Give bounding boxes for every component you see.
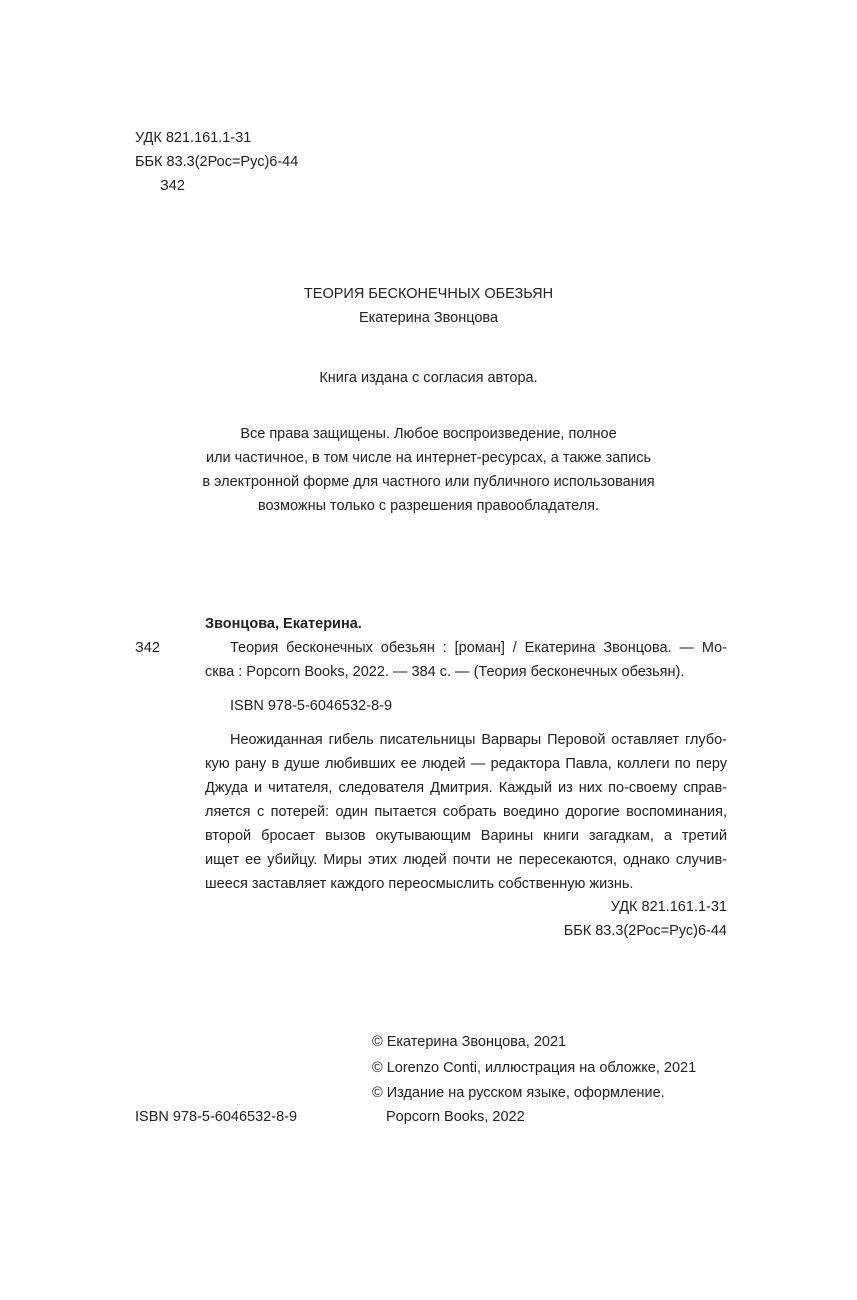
copyright-line: © Издание на русском языке, оформление. bbox=[372, 1085, 665, 1101]
catalog-isbn: ISBN 978-5-6046532-8-9 bbox=[230, 698, 393, 714]
catalog-description-line: Теория бесконечных обезьян : [роман] / Екатерина Звонцова. — Мо- bbox=[230, 640, 727, 656]
abstract-line: ищет ее убийцу. Миры этих людей почти не пересекаются, однако случив- bbox=[205, 852, 727, 868]
abstract-line: второй бросает вызов окутывающим Варины книги загадкам, а третий bbox=[205, 828, 727, 844]
copyright-line: © Lorenzo Conti, иллюстрация на обложке, 2021 bbox=[372, 1060, 697, 1076]
rights-line: или частичное, в том числе на интернет-ресурсах, а также запись bbox=[205, 450, 652, 466]
book-author: Екатерина Звонцова bbox=[358, 310, 499, 326]
udk-code: УДК 821.161.1-31 bbox=[135, 130, 252, 146]
catalog-author-mark: З42 bbox=[135, 640, 160, 656]
catalog-author-heading bbox=[205, 614, 362, 634]
abstract-line: Джуда и читателя, следователя Дмитрия. Каждый из них по-своему справ- bbox=[205, 780, 727, 796]
catalog-author-heading-text: Звонцова, Екатерина. bbox=[205, 616, 362, 632]
book-title: ТЕОРИЯ БЕСКОНЕЧНЫХ ОБЕЗЬЯН bbox=[303, 286, 554, 302]
bbk-code: ББК 83.3(2Рос=Рус)6-44 bbox=[135, 154, 299, 170]
copyright-line: © Екатерина Звонцова, 2021 bbox=[372, 1034, 567, 1050]
abstract-line: Неожиданная гибель писательницы Варвары Перовой оставляет глубо- bbox=[230, 732, 727, 748]
rights-line: Все права защищены. Любое воспроизведение, полное bbox=[240, 426, 617, 442]
consent-note: Книга издана с согласия автора. bbox=[319, 370, 538, 386]
author-mark: З42 bbox=[160, 178, 185, 194]
abstract-line: шееся заставляет каждого переосмыслить собственную жизнь. bbox=[205, 876, 634, 892]
catalog-udk: УДК 821.161.1-31 bbox=[610, 899, 727, 915]
abstract-line: ляется с потерей: один пытается собрать воедино дорогие воспоминания, bbox=[205, 804, 727, 820]
footer-isbn: ISBN 978-5-6046532-8-9 bbox=[135, 1109, 298, 1125]
catalog-description-line: сква : Popcorn Books, 2022. — 384 с. — (Теория бесконечных обезьян). bbox=[205, 664, 685, 680]
rights-line: в электронной форме для частного или публичного использования bbox=[202, 474, 655, 490]
rights-line: возможны только с разрешения правообладателя. bbox=[257, 498, 600, 514]
copyright-line: Popcorn Books, 2022 bbox=[386, 1109, 525, 1125]
catalog-bbk: ББК 83.3(2Рос=Рус)6-44 bbox=[563, 923, 727, 939]
abstract-line: кую рану в душе любивших ее людей — редактора Павла, коллеги по перу bbox=[205, 756, 727, 772]
